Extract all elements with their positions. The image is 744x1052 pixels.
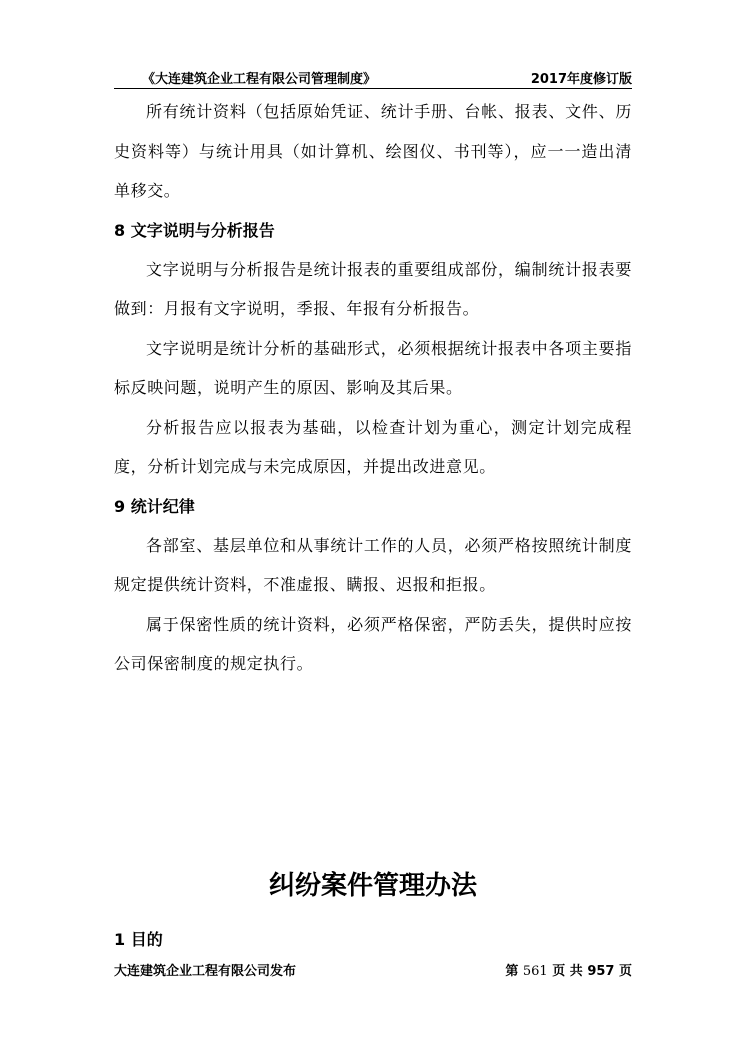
page-prefix: 第 xyxy=(505,964,519,979)
section-heading-8: 8 文字说明与分析报告 xyxy=(114,220,275,240)
current-page: 561 xyxy=(522,964,548,979)
page-header xyxy=(114,66,632,89)
total-pages: 957 xyxy=(587,964,615,979)
footer-publisher: 大连建筑企业工程有限公司发布 xyxy=(114,964,297,979)
section-heading-9: 9 统计纪律 xyxy=(114,496,195,516)
page-middle: 页 共 xyxy=(552,964,583,979)
paragraph-report-requirements: 文字说明与分析报告是统计报表的重要组成部份，编制统计报表要做到：月报有文字说明，季报、年报有分析报告。 xyxy=(114,259,632,318)
paragraph-confidentiality: 属于保密性质的统计资料，必须严格保密，严防丢失，提供时应按公司保密制度的规定执行。 xyxy=(114,614,632,673)
page-suffix: 页 xyxy=(618,964,632,979)
page-body xyxy=(114,92,632,684)
paragraph-text-explanation: 文字说明是统计分析的基础形式，必须根据统计报表中各项主要指标反映问题，说明产生的原因、影响及其后果。 xyxy=(114,338,632,397)
footer-page-number xyxy=(505,960,632,979)
paragraph-discipline: 各部室、基层单位和从事统计工作的人员，必须严格按照统计制度规定提供统计资料，不准虚报、瞒报、迟报和拒报。 xyxy=(114,535,632,594)
paragraph-handover: 所有统计资料（包括原始凭证、统计手册、台帐、报表、文件、历史资料等）与统计用具（如计算机、绘图仪、书刊等），应一一造出清单移交。 xyxy=(114,102,632,200)
paragraph-analysis-report: 分析报告应以报表为基础，以检查计划为重心，测定计划完成程度，分析计划完成与未完成原因，并提出改进意见。 xyxy=(114,417,632,476)
header-revision: 2017年度修订版 xyxy=(530,72,632,87)
page-footer xyxy=(114,960,632,984)
document-title: 纠纷案件管理办法 xyxy=(268,871,477,901)
section-heading-1: 1 目的 xyxy=(114,930,163,949)
header-document-name: 《大连建筑企业工程有限公司管理制度》 xyxy=(142,72,377,87)
